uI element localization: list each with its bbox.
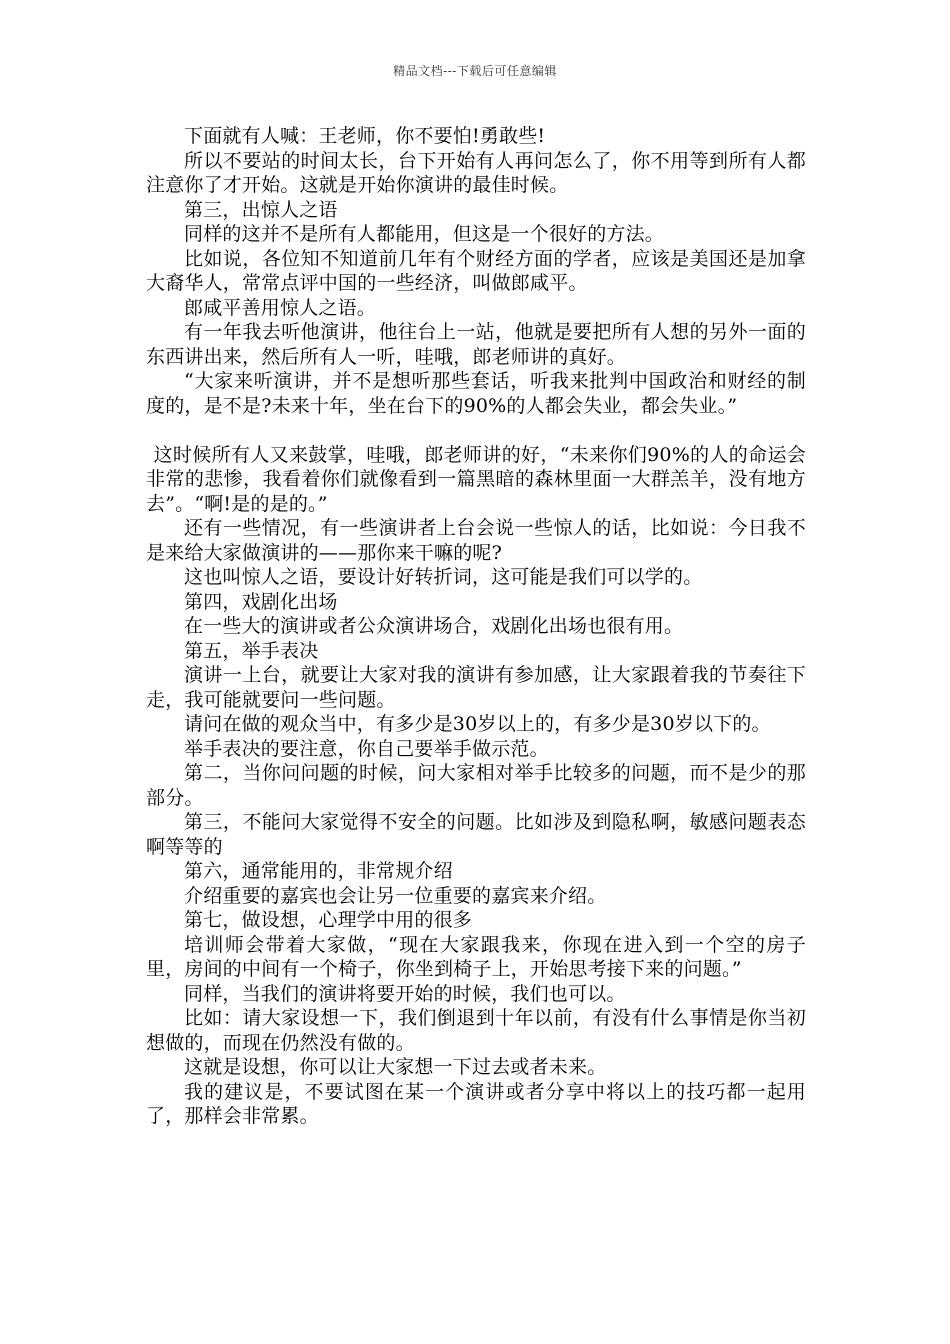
- paragraph: 培训师会带着大家做，“现在大家跟我来，你现在进入到一个空的房子里，房间的中间有一个椅子，你坐到椅子上，开始思考接下来的问题。”: [146, 933, 806, 980]
- paragraph: 请问在做的观众当中，有多少是30岁以上的，有多少是30岁以下的。: [184, 713, 771, 735]
- quote-paragraph: “大家来听演讲，并不是想听那些套话，听我来批判中国政治和财经的制度的，是不是?未来十年，坐在台下的90%的人都会失业，都会失业。”: [146, 370, 806, 417]
- paragraph: 有一年我去听他演讲，他往台上一站，他就是要把所有人想的另外一面的东西讲出来，然后所有人一听，哇哦，郎老师讲的真好。: [146, 321, 806, 368]
- paragraph: 这就是设想，你可以让大家想一下过去或者未来。: [184, 1056, 607, 1078]
- paragraph: 我的建议是，不要试图在某一个演讲或者分享中将以上的技巧都一起用了，那样会非常累。: [146, 1080, 806, 1127]
- paragraph: 第二，当你问问题的时候，问大家相对举手比较多的问题，而不是少的那部分。: [146, 762, 806, 809]
- paragraph: 还有一些情况，有一些演讲者上台会说一些惊人的话，比如说：今日我不是来给大家做演讲的——那你来干嘛的呢?: [146, 517, 806, 564]
- paragraph: 这也叫惊人之语，要设计好转折词，这可能是我们可以学的。: [184, 566, 703, 588]
- section-heading: 第七，做设想，心理学中用的很多: [184, 909, 473, 931]
- paragraph: 郎咸平善用惊人之语。: [184, 296, 377, 319]
- paragraph: 同样，当我们的演讲将要开始的时候，我们也可以。: [184, 982, 626, 1005]
- section-heading: 第四，戏剧化出场: [184, 590, 338, 613]
- section-heading: 第六，通常能用的，非常规介绍: [184, 860, 453, 882]
- paragraph: 比如说，各位知不知道前几年有个财经方面的学者，应该是美国还是加拿大裔华人，常常点评中国的一些经济，叫做郎咸平。: [146, 247, 806, 294]
- section-heading: 第五，举手表决: [184, 639, 319, 662]
- paragraph: 举手表决的要注意，你自己要举手做示范。: [184, 737, 549, 760]
- paragraph: 所以不要站的时间太长，台下开始有人再问怎么了，你不用等到所有人都注意你了才开始。这就是开始你演讲的最佳时候。: [146, 149, 806, 196]
- paragraph: 在一些大的演讲或者公众演讲场合，戏剧化出场也很有用。: [184, 615, 684, 637]
- section-heading: 第三，出惊人之语: [184, 198, 338, 221]
- paragraph: 同样的这并不是所有人都能用，但这是一个很好的方法。: [184, 223, 665, 245]
- paragraph: 下面就有人喊：王老师，你不要怕!勇敢些!: [184, 125, 546, 147]
- paragraph: 演讲一上台，就要让大家对我的演讲有参加感，让大家跟着我的节奏往下走，我可能就要问一些问题。: [146, 664, 806, 711]
- paragraph: 第三，不能问大家觉得不安全的问题。比如涉及到隐私啊，敏感问题表态啊等等的: [146, 811, 806, 858]
- page-header: 精品文档---下载后可任意编辑: [393, 64, 557, 78]
- paragraph: 这时候所有人又来鼓掌，哇哦，郎老师讲的好，“未来你们90%的人的命运会非常的悲惨，我看着你们就像看到一篇黑暗的森林里面一大群羔羊，没有地方去”。“啊!是的是的。”: [146, 443, 806, 515]
- paragraph: 比如：请大家设想一下，我们倒退到十年以前，有没有什么事情是你当初想做的，而现在仍然没有做的。: [146, 1007, 806, 1054]
- blank-line: [146, 418, 806, 443]
- document-body: [146, 124, 806, 1129]
- paragraph: 介绍重要的嘉宾也会让另一位重要的嘉宾来介绍。: [184, 884, 607, 907]
